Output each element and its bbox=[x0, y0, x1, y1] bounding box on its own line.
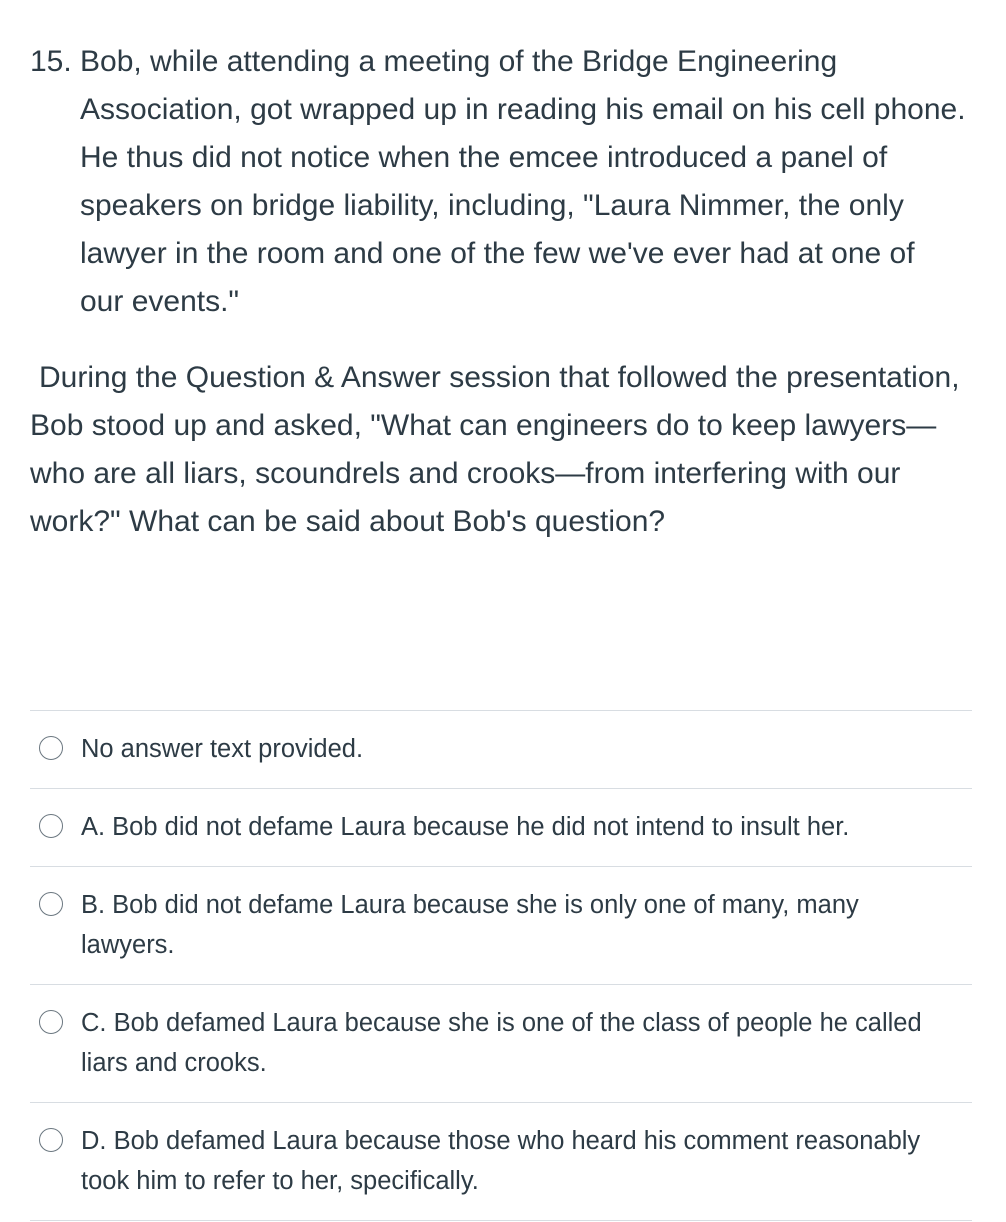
question-number: 15. bbox=[30, 45, 72, 78]
answer-option-b[interactable] bbox=[30, 867, 972, 985]
answer-option-a[interactable] bbox=[30, 789, 972, 867]
answer-list bbox=[30, 710, 972, 1221]
answer-label: A. Bob did not defame Laura because he did not intend to insult her. bbox=[81, 813, 850, 841]
radio-button-icon[interactable] bbox=[39, 736, 63, 760]
answer-label: C. Bob defamed Laura because she is one of the class of people he called liars and crooks. bbox=[81, 1009, 922, 1077]
question-body bbox=[30, 354, 966, 546]
answer-option-none[interactable] bbox=[30, 711, 972, 789]
radio-button-icon[interactable] bbox=[39, 892, 63, 916]
answer-option-d[interactable] bbox=[30, 1103, 972, 1221]
radio-button-icon[interactable] bbox=[39, 1010, 63, 1034]
answer-label: D. Bob defamed Laura because those who heard his comment reasonably took him to refer to her, specifically. bbox=[81, 1127, 921, 1195]
answer-option-c[interactable] bbox=[30, 985, 972, 1103]
question-intro-text: Bob, while attending a meeting of the Bridge Engineering Association, got wrapped up in reading his email on his cell phone. He thus did not notice when the emcee introduced a panel of speakers on bridge liability, including, "Laura Nimmer, the only lawyer in the room and one of the few we've ever had at one of our events." bbox=[80, 45, 966, 318]
radio-button-icon[interactable] bbox=[39, 1128, 63, 1152]
answer-label: B. Bob did not defame Laura because she is only one of many, many lawyers. bbox=[81, 891, 859, 959]
question-block bbox=[0, 0, 1006, 546]
question-intro bbox=[0, 38, 1006, 326]
radio-button-icon[interactable] bbox=[39, 814, 63, 838]
question-body-text: During the Question & Answer session that followed the presentation, Bob stood up and asked, "What can engineers do to keep lawyers—who are all liars, scoundrels and crooks—from interfering with our work?" What can be said about Bob's question? bbox=[30, 361, 960, 538]
answer-label: No answer text provided. bbox=[81, 735, 364, 763]
